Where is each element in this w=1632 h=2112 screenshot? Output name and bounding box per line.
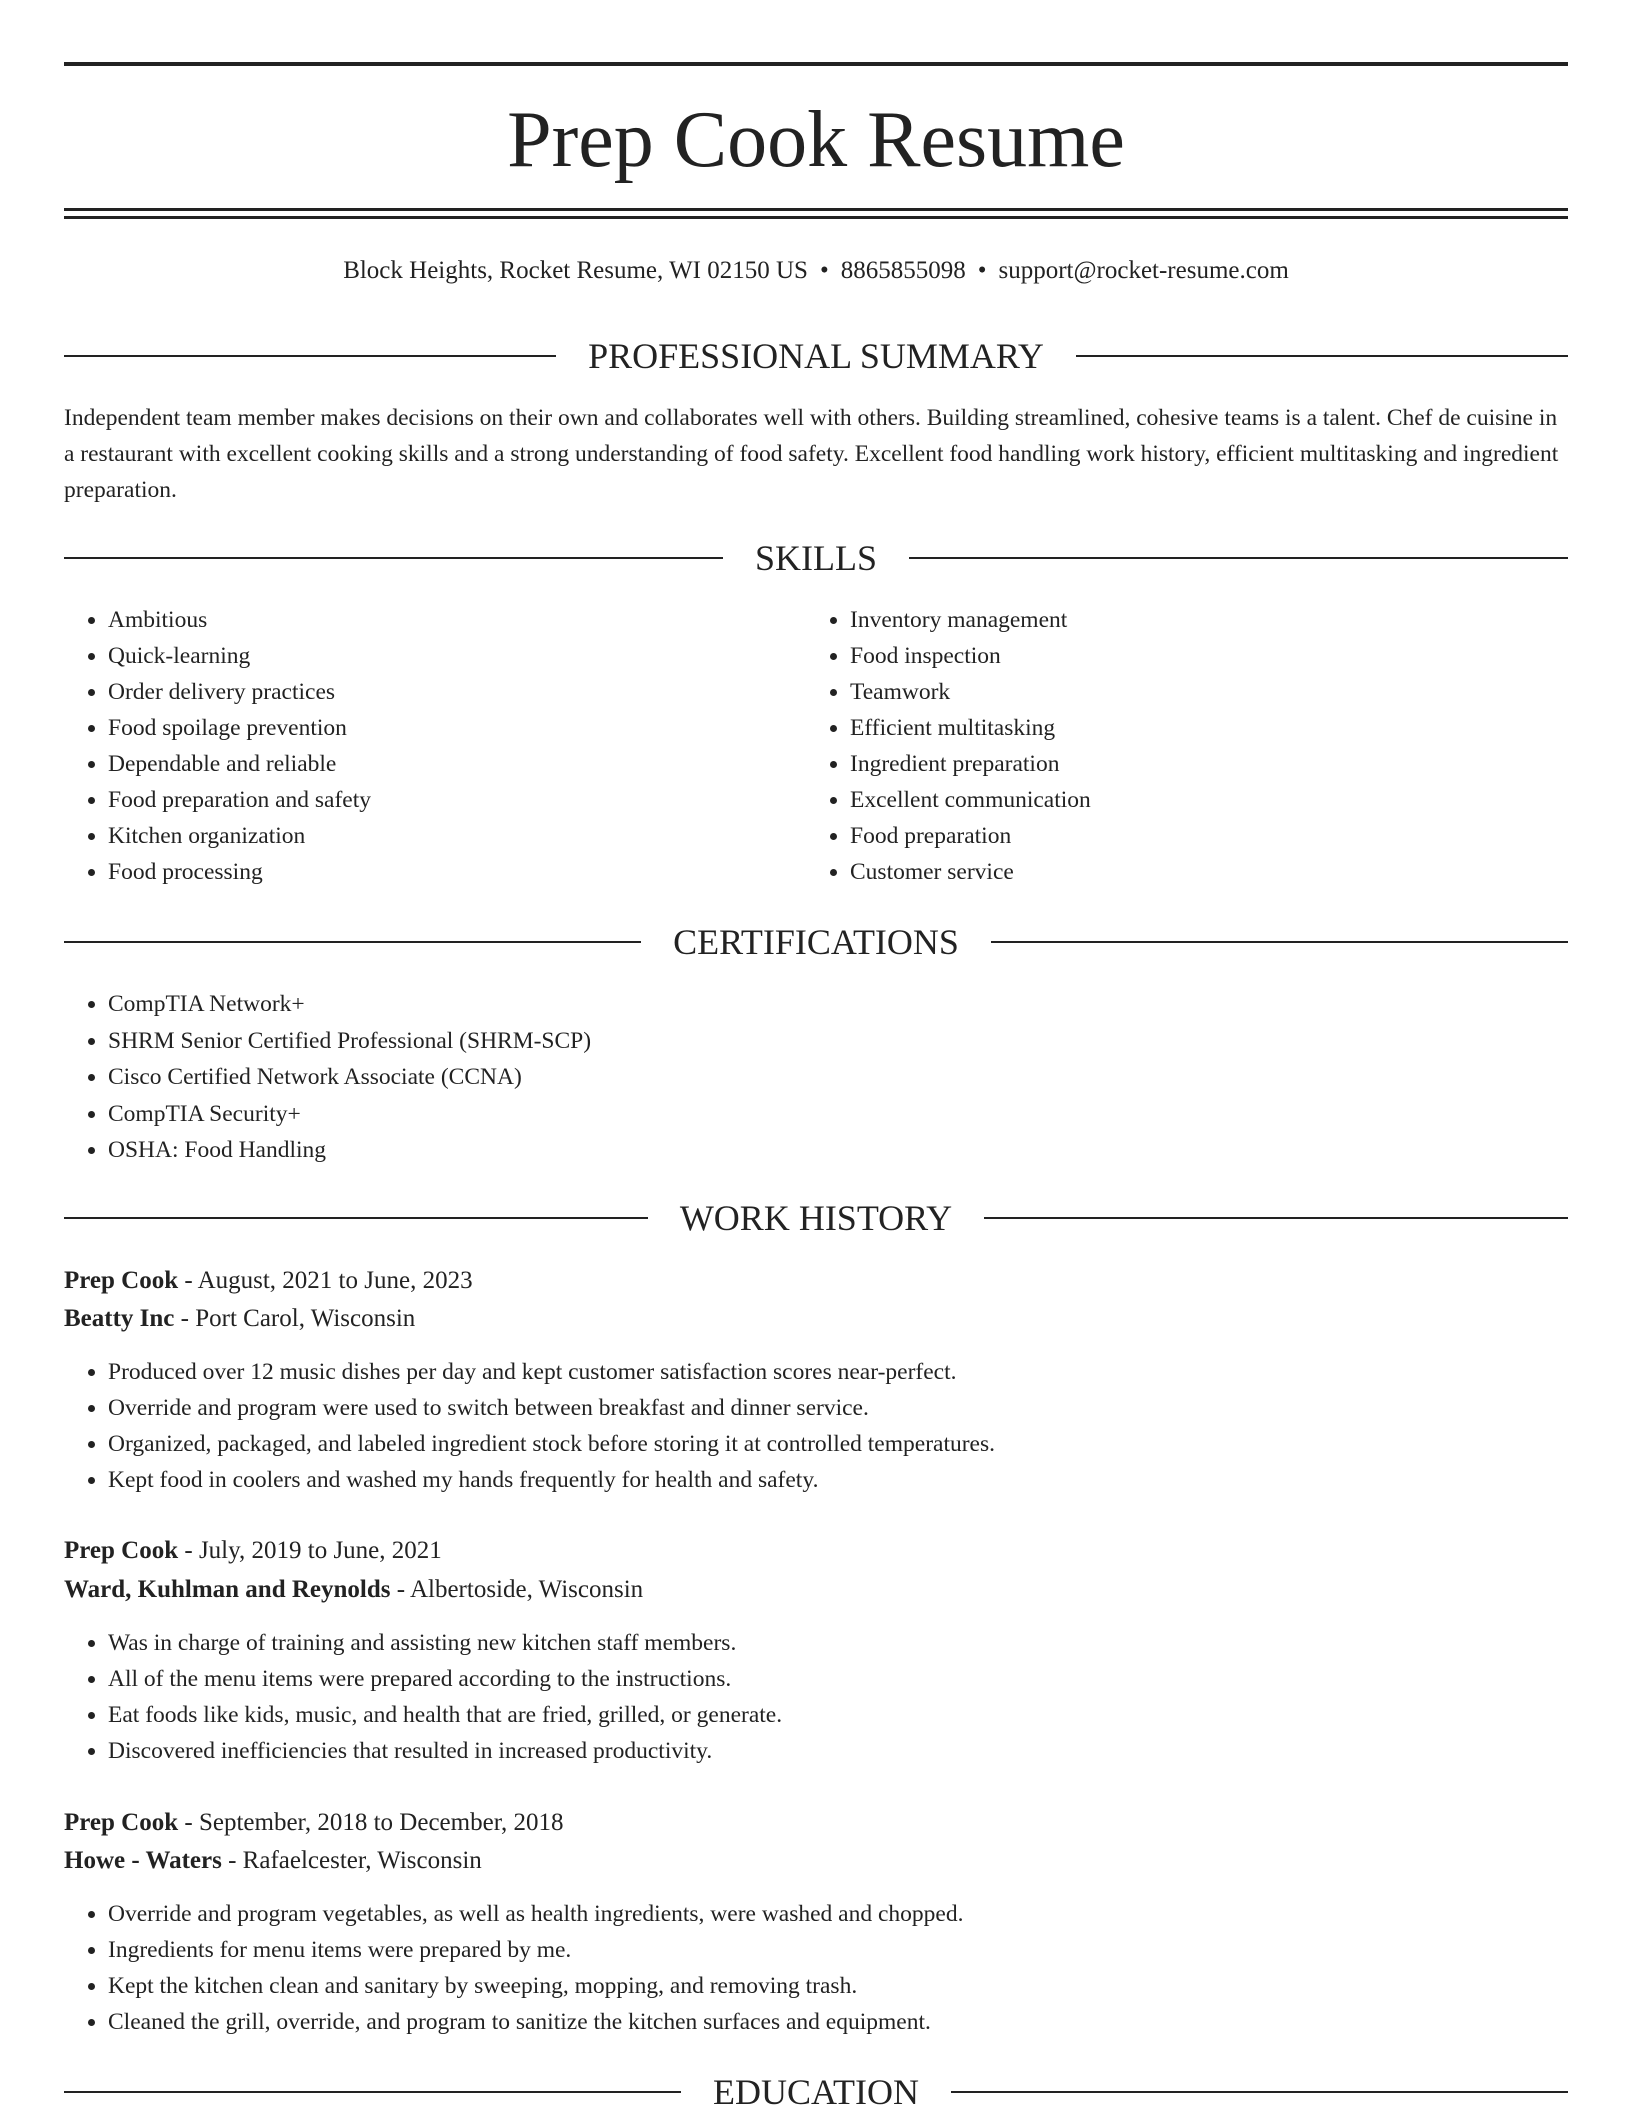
contact-phone: 8865855098: [840, 257, 966, 284]
certification-item: • SHRM Senior Certified Professional (SHRM-SCP): [108, 1023, 1508, 1060]
job-location: - Rafaelcester, Wisconsin: [221, 1847, 482, 1874]
skill-item: • Food inspection: [850, 638, 1550, 674]
skill-item: • Kitchen organization: [108, 818, 808, 854]
job-company-line: [64, 1300, 1568, 1338]
section-heading-summary: [64, 334, 1568, 378]
job-bullets: [64, 1896, 1588, 2040]
job-bullets: [64, 1354, 1588, 1498]
job-bullet: • Organized, packaged, and labeled ingredient stock before storing it at controlled temperatures.: [108, 1426, 1588, 1462]
job-bullet: • All of the menu items were prepared according to the instructions.: [108, 1661, 1588, 1697]
job-company: Ward, Kuhlman and Reynolds: [64, 1576, 391, 1603]
job-title-line: [64, 1804, 1568, 1842]
summary-text: Independent team member makes decisions on their own and collaborates well with others. Building streamlined, cohesive teams is a talent. Chef de cuisine in a restaurant with excellent cooking skills and a strong understanding of food safety. Excellent food handling work history, efficient multitasking and ingredient preparation.: [64, 405, 1559, 503]
job-company-line: [64, 1842, 1568, 1880]
job-location: - Port Carol, Wisconsin: [174, 1305, 416, 1332]
certifications-list: [64, 986, 1508, 1169]
certification-item: • CompTIA Network+: [108, 986, 1508, 1023]
skill-item: • Quick-learning: [108, 638, 808, 674]
job-bullet: • Discovered inefficiencies that resulted in increased productivity.: [108, 1733, 1588, 1769]
section-heading-education: [64, 2070, 1568, 2112]
section-title: PROFESSIONAL SUMMARY: [588, 336, 1044, 376]
skill-item: • Ambitious: [108, 602, 808, 638]
skill-item: • Teamwork: [850, 674, 1550, 710]
job-bullet: • Override and program vegetables, as well as health ingredients, were washed and chopped.: [108, 1896, 1588, 1932]
skill-item: • Food spoilage prevention: [108, 710, 808, 746]
job-bullet: • Override and program were used to switch between breakfast and dinner service.: [108, 1390, 1588, 1426]
job-title: Prep Cook: [64, 1809, 179, 1836]
top-rule: [64, 62, 1568, 66]
job-bullet: • Kept the kitchen clean and sanitary by sweeping, mopping, and removing trash.: [108, 1968, 1588, 2004]
job-bullet: • Was in charge of training and assisting new kitchen staff members.: [108, 1625, 1588, 1661]
job-bullet: • Eat foods like kids, music, and health that are fried, grilled, or generate.: [108, 1697, 1588, 1733]
skill-item: • Inventory management: [850, 602, 1550, 638]
heading-rule: [951, 2091, 1568, 2093]
contact-separator: •: [819, 257, 829, 284]
heading-rule: [64, 557, 723, 559]
skills-list-right: [806, 602, 1550, 890]
job-dates: - August, 2021 to June, 2023: [178, 1267, 473, 1294]
job-title: Prep Cook: [64, 1267, 179, 1294]
title-rule-upper: [64, 208, 1568, 211]
heading-rule: [984, 1217, 1568, 1219]
contact-email[interactable]: support@rocket-resume.com: [998, 257, 1289, 284]
heading-rule: [64, 2091, 681, 2093]
job-company-line: [64, 1571, 1568, 1609]
job-company: Beatty Inc: [64, 1305, 175, 1332]
contact-address: Block Heights, Rocket Resume, WI 02150 US: [343, 257, 808, 284]
contact-separator: •: [977, 257, 987, 284]
page-title: Prep Cook Resume: [507, 96, 1125, 184]
contact-line: [64, 254, 1568, 288]
section-heading-skills: [64, 536, 1568, 580]
section-heading-certifications: [64, 920, 1568, 964]
heading-rule: [64, 1217, 648, 1219]
skills-list-left: [64, 602, 808, 890]
job-dates: - July, 2019 to June, 2021: [178, 1537, 442, 1564]
job-bullets: [64, 1625, 1588, 1769]
certification-item: • OSHA: Food Handling: [108, 1132, 1508, 1169]
skill-item: • Food preparation: [850, 818, 1550, 854]
title-rule-lower: [64, 216, 1568, 219]
skill-item: • Dependable and reliable: [108, 746, 808, 782]
heading-rule: [909, 557, 1568, 559]
skill-item: • Excellent communication: [850, 782, 1550, 818]
job-bullet: • Produced over 12 music dishes per day and kept customer satisfaction scores near-perfect.: [108, 1354, 1588, 1390]
section-heading-work: [64, 1196, 1568, 1240]
job-title: Prep Cook: [64, 1537, 179, 1564]
job-bullet: • Cleaned the grill, override, and program to sanitize the kitchen surfaces and equipment.: [108, 2004, 1588, 2040]
job-bullet: • Ingredients for menu items were prepared by me.: [108, 1932, 1588, 1968]
skill-item: • Ingredient preparation: [850, 746, 1550, 782]
heading-rule: [64, 941, 641, 943]
section-title: WORK HISTORY: [679, 1198, 953, 1238]
job-title-line: [64, 1262, 1568, 1300]
section-title: CERTIFICATIONS: [673, 922, 959, 962]
job-company: Howe - Waters: [64, 1847, 222, 1874]
heading-rule: [1076, 355, 1568, 357]
skill-item: • Order delivery practices: [108, 674, 808, 710]
section-title: EDUCATION: [713, 2072, 919, 2112]
skill-item: • Customer service: [850, 854, 1550, 890]
section-title: SKILLS: [755, 538, 878, 578]
heading-rule: [991, 941, 1568, 943]
job-dates: - September, 2018 to December, 2018: [178, 1809, 564, 1836]
heading-rule: [64, 355, 556, 357]
skill-item: • Food preparation and safety: [108, 782, 808, 818]
skill-item: • Food processing: [108, 854, 808, 890]
job-title-line: [64, 1532, 1568, 1570]
job-location: - Albertoside, Wisconsin: [390, 1576, 644, 1603]
job-bullet: • Kept food in coolers and washed my hands frequently for health and safety.: [108, 1462, 1588, 1498]
skill-item: • Efficient multitasking: [850, 710, 1550, 746]
certification-item: • CompTIA Security+: [108, 1096, 1508, 1133]
certification-item: • Cisco Certified Network Associate (CCNA): [108, 1059, 1508, 1096]
